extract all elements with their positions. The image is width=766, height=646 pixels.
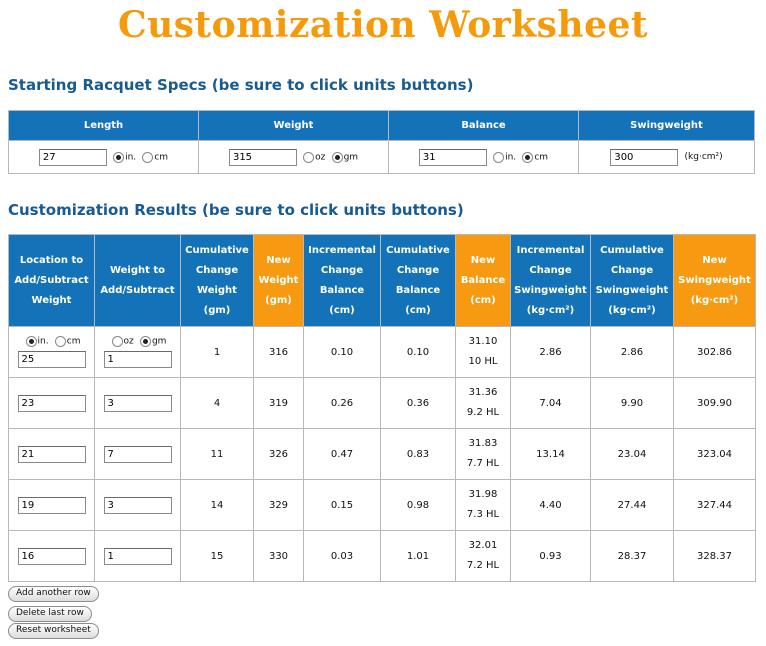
- weight-unit-gm-radio[interactable]: [332, 152, 343, 163]
- new-balance-cell: [456, 429, 511, 480]
- new-balance-cell: [456, 531, 511, 582]
- cumulative-weight-cell: 4: [181, 378, 254, 429]
- new-balance-cell: [456, 480, 511, 531]
- weight-cell: [199, 141, 389, 174]
- new-balance-value: 31.36: [468, 387, 498, 398]
- new-swingweight-cell: 323.04: [674, 429, 756, 480]
- location-unit-in-label: in.: [37, 336, 49, 347]
- weight-add-cell: [95, 531, 181, 582]
- weight-add-cell: [95, 378, 181, 429]
- table-row: [9, 378, 756, 429]
- cumulative-balance-cell: 0.83: [381, 429, 456, 480]
- cumulative-swingweight-cell: 9.90: [591, 378, 674, 429]
- new-balance-cell: [456, 378, 511, 429]
- length-unit-in-label: in.: [125, 152, 137, 162]
- length-unit-cm-label: cm: [154, 152, 169, 162]
- weight-unit-gm-label: gm: [151, 336, 167, 347]
- incremental-balance-cell: 0.03: [304, 531, 381, 582]
- header-cumulative-weight: Cumulative Change Weight (gm): [181, 235, 254, 327]
- header-weight-to-add: Weight to Add/Subtract: [95, 235, 181, 327]
- weight-unit-gm-label: gm: [343, 152, 359, 162]
- weight-add-input[interactable]: [104, 548, 172, 565]
- incremental-balance-cell: 0.47: [304, 429, 381, 480]
- location-cell: [9, 327, 95, 378]
- balance-hl-value: 9.2 HL: [466, 407, 500, 418]
- weight-add-input[interactable]: [104, 446, 172, 463]
- add-row-button[interactable]: Add another row: [8, 586, 99, 602]
- balance-unit-in-radio[interactable]: [493, 152, 504, 163]
- location-cell: [9, 531, 95, 582]
- location-input[interactable]: [18, 446, 86, 463]
- length-cell: [9, 141, 199, 174]
- new-balance-value: 31.98: [468, 489, 498, 500]
- cumulative-swingweight-cell: 28.37: [591, 531, 674, 582]
- incremental-swingweight-cell: 0.93: [511, 531, 591, 582]
- swingweight-unit-label: (kg·cm²): [684, 152, 723, 162]
- swingweight-cell: [579, 141, 755, 174]
- new-weight-cell: 330: [254, 531, 304, 582]
- weight-add-input[interactable]: [104, 497, 172, 514]
- balance-unit-cm-radio[interactable]: [522, 152, 533, 163]
- header-cumulative-swingweight: Cumulative Change Swingweight (kg·cm²): [591, 235, 674, 327]
- balance-hl-value: 7.2 HL: [466, 560, 500, 571]
- weight-unit-oz-label: oz: [123, 336, 134, 347]
- balance-unit-cm-label: cm: [534, 152, 549, 162]
- cumulative-weight-cell: 11: [181, 429, 254, 480]
- new-weight-cell: 329: [254, 480, 304, 531]
- weight-input[interactable]: [229, 149, 297, 166]
- balance-unit-in-label: in.: [505, 152, 517, 162]
- delete-row-button[interactable]: Delete last row: [8, 606, 92, 622]
- weight-unit-oz-radio[interactable]: [303, 152, 314, 163]
- incremental-swingweight-cell: 13.14: [511, 429, 591, 480]
- new-swingweight-cell: 328.37: [674, 531, 756, 582]
- weight-add-cell: [95, 480, 181, 531]
- cumulative-weight-cell: 1: [181, 327, 254, 378]
- location-cell: [9, 378, 95, 429]
- cumulative-balance-cell: 0.36: [381, 378, 456, 429]
- new-swingweight-cell: 327.44: [674, 480, 756, 531]
- location-unit-cm-radio[interactable]: [55, 336, 66, 347]
- specs-header-balance: Balance: [389, 111, 579, 141]
- weight-unit-oz-label: oz: [315, 152, 326, 162]
- weight-unit-oz-radio[interactable]: [112, 336, 123, 347]
- specs-header-swingweight: Swingweight: [579, 111, 755, 141]
- header-incremental-balance: Incremental Change Balance (cm): [304, 235, 381, 327]
- weight-add-cell: [95, 327, 181, 378]
- new-balance-value: 31.10: [468, 336, 498, 347]
- specs-heading: Starting Racquet Specs (be sure to click units buttons): [8, 76, 474, 94]
- results-heading: Customization Results (be sure to click units buttons): [8, 201, 464, 219]
- incremental-balance-cell: 0.15: [304, 480, 381, 531]
- weight-unit-gm-radio[interactable]: [140, 336, 151, 347]
- table-row: [9, 327, 756, 378]
- cumulative-balance-cell: 0.10: [381, 327, 456, 378]
- length-input[interactable]: [39, 149, 107, 166]
- specs-header-weight: Weight: [199, 111, 389, 141]
- new-balance-cell: [456, 327, 511, 378]
- new-weight-cell: 319: [254, 378, 304, 429]
- specs-table: [8, 110, 755, 174]
- new-weight-cell: 326: [254, 429, 304, 480]
- length-unit-in-radio[interactable]: [113, 152, 124, 163]
- results-table: [8, 234, 756, 582]
- weight-add-input[interactable]: [104, 395, 172, 412]
- results-header-row: [9, 235, 756, 327]
- location-cell: [9, 480, 95, 531]
- location-input[interactable]: [18, 395, 86, 412]
- cumulative-swingweight-cell: 23.04: [591, 429, 674, 480]
- header-new-balance: New Balance (cm): [456, 235, 511, 327]
- new-balance-value: 32.01: [468, 540, 498, 551]
- balance-cell: [389, 141, 579, 174]
- length-unit-cm-radio[interactable]: [142, 152, 153, 163]
- header-location: Location to Add/Subtract Weight: [9, 235, 95, 327]
- location-cell: [9, 429, 95, 480]
- cumulative-weight-cell: 14: [181, 480, 254, 531]
- new-swingweight-cell: 302.86: [674, 327, 756, 378]
- new-weight-cell: 316: [254, 327, 304, 378]
- incremental-balance-cell: 0.10: [304, 327, 381, 378]
- cumulative-weight-cell: 15: [181, 531, 254, 582]
- reset-worksheet-button[interactable]: Reset worksheet: [8, 623, 99, 639]
- balance-hl-value: 7.7 HL: [466, 458, 500, 469]
- header-cumulative-balance: Cumulative Change Balance (cm): [381, 235, 456, 327]
- location-input[interactable]: [18, 548, 86, 565]
- weight-add-input[interactable]: [104, 351, 172, 368]
- cumulative-swingweight-cell: 2.86: [591, 327, 674, 378]
- table-row: [9, 429, 756, 480]
- table-row: [9, 480, 756, 531]
- header-incremental-swingweight: Incremental Change Swingweight (kg·cm²): [511, 235, 591, 327]
- specs-header-length: Length: [9, 111, 199, 141]
- header-new-swingweight: New Swingweight (kg·cm²): [674, 235, 756, 327]
- incremental-swingweight-cell: 4.40: [511, 480, 591, 531]
- new-balance-value: 31.83: [468, 438, 498, 449]
- cumulative-balance-cell: 0.98: [381, 480, 456, 531]
- balance-hl-value: 7.3 HL: [466, 509, 500, 520]
- balance-input[interactable]: [419, 149, 487, 166]
- location-unit-in-radio[interactable]: [26, 336, 37, 347]
- weight-add-cell: [95, 429, 181, 480]
- incremental-swingweight-cell: 2.86: [511, 327, 591, 378]
- location-input[interactable]: [18, 497, 86, 514]
- location-input[interactable]: [18, 351, 86, 368]
- cumulative-balance-cell: 1.01: [381, 531, 456, 582]
- header-new-weight: New Weight (gm): [254, 235, 304, 327]
- incremental-swingweight-cell: 7.04: [511, 378, 591, 429]
- balance-hl-value: 10 HL: [468, 356, 498, 367]
- location-unit-cm-label: cm: [66, 336, 81, 347]
- page-title: Customization Worksheet: [117, 4, 649, 46]
- table-row: [9, 531, 756, 582]
- swingweight-input[interactable]: [610, 149, 678, 166]
- incremental-balance-cell: 0.26: [304, 378, 381, 429]
- cumulative-swingweight-cell: 27.44: [591, 480, 674, 531]
- new-swingweight-cell: 309.90: [674, 378, 756, 429]
